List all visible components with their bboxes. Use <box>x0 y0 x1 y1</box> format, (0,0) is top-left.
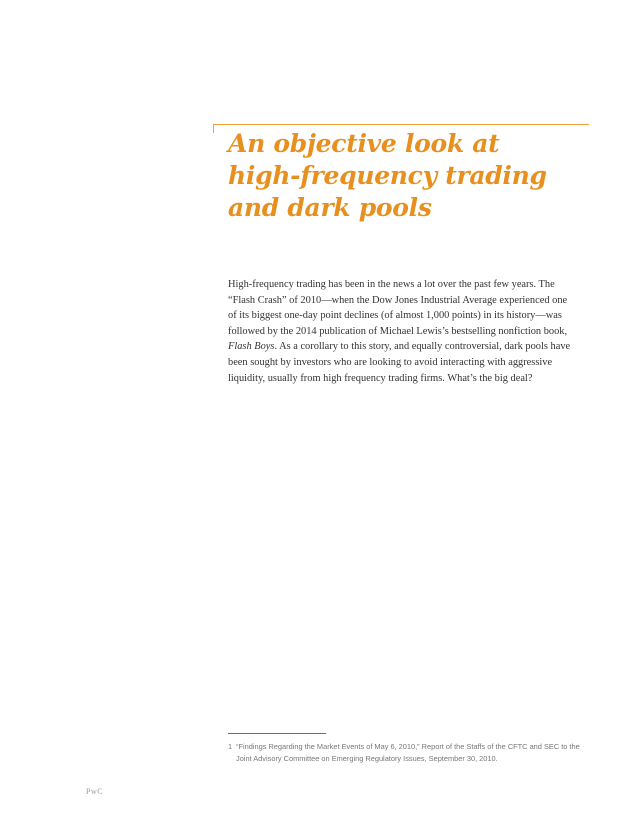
title-line: and dark pools <box>228 193 432 222</box>
footer-brand: PwC <box>86 787 104 796</box>
intro-line: High-frequency trading has been in the news a lot over the past few years. The <box>228 279 555 290</box>
intro-line: “Flash Crash” of 2010—when the Dow Jones Industrial Average experienced one <box>228 294 568 306</box>
footnote-text <box>236 741 600 765</box>
title-rule-tick <box>213 124 214 133</box>
intro-paragraph <box>228 277 600 386</box>
footnote-line: Joint Advisory Committee on Emerging Regulatory Issues, September 30, 2010. <box>236 754 498 764</box>
intro-line-rest: . As a corollary to this story, and equally controversial, dark pools have <box>274 341 571 353</box>
title-line: high-frequency trading <box>228 161 547 190</box>
book-title: Flash Boys <box>228 341 275 353</box>
title-line: An objective look at <box>228 129 500 158</box>
intro-line-with-book-title <box>228 339 600 355</box>
intro-line: followed by the 2014 publication of Michael Lewis’s bestselling nonfiction book, <box>228 325 568 337</box>
page-title <box>228 128 588 224</box>
intro-line: of its biggest one-day point declines (of almost 1,000 points) in its history—was <box>228 310 562 322</box>
intro-line: liquidity, usually from high frequency trading firms. What’s the big deal? <box>228 372 533 384</box>
footnote-line: “Findings Regarding the Market Events of May 6, 2010,” Report of the Staffs of the CFTC and SEC to the <box>236 742 580 751</box>
footnote-number: 1 <box>228 742 233 751</box>
footnote-rule <box>228 733 326 734</box>
intro-line: been sought by investors who are looking to avoid interacting with aggressive <box>228 356 553 368</box>
title-rule <box>213 124 589 125</box>
